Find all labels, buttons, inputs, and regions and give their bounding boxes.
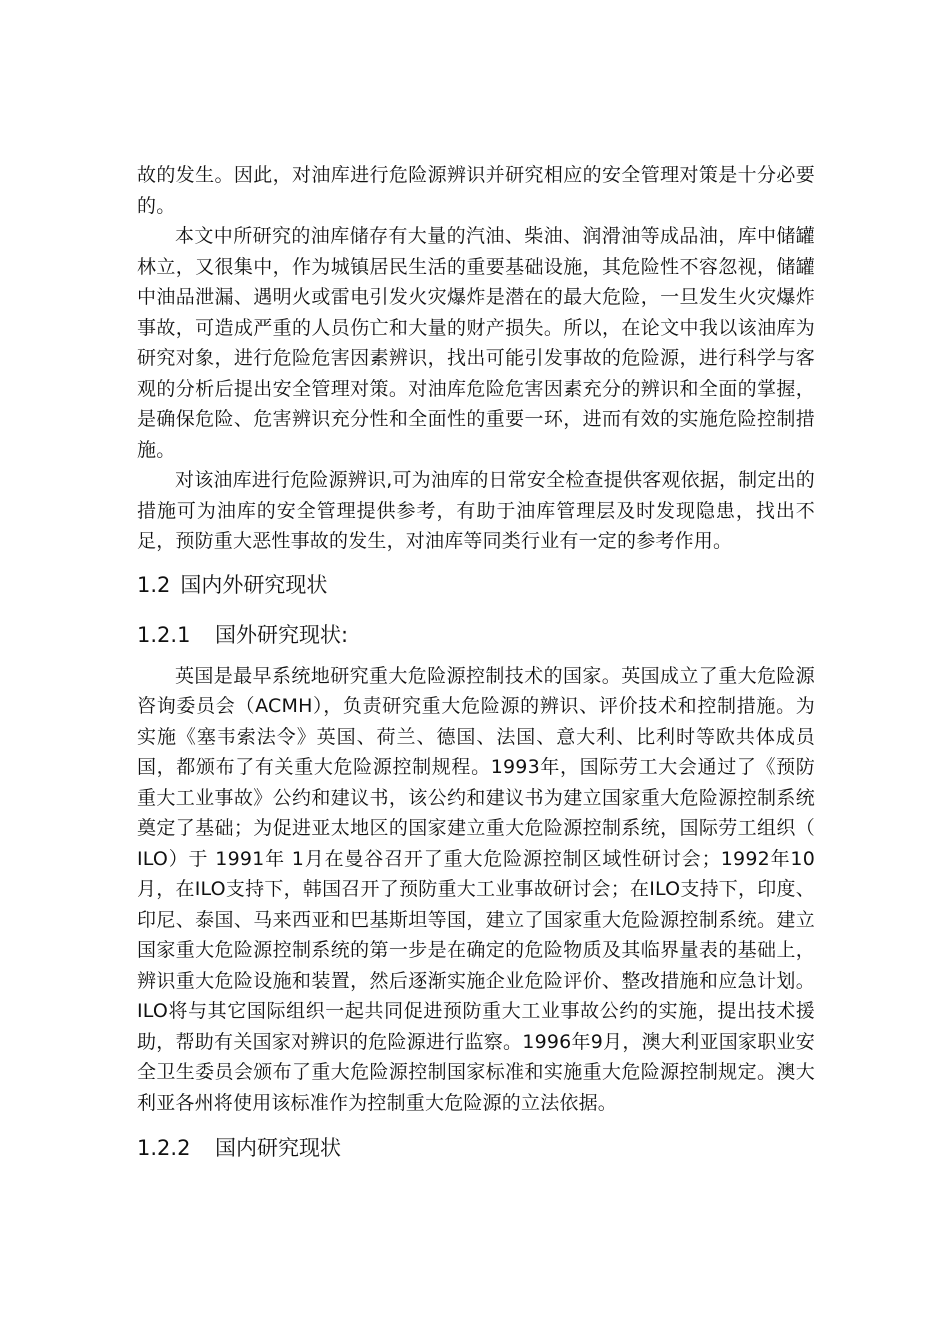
- section-number: 1.2.2: [137, 1136, 191, 1160]
- section-number: 1.2.1: [137, 622, 191, 647]
- section-title: 国内研究现状: [215, 1136, 341, 1160]
- section-title: 国内外研究现状: [180, 572, 328, 597]
- section-heading-1-2-2: [137, 1128, 815, 1168]
- paragraph-identification-purpose: 对该油库进行危险源辨识,可为油库的日常安全检查提供客观依据，制定出的措施可为油库的安全管理提供参考，有助于油库管理层及时发现隐患，找出不足，预防重大恶性事故的发生，对油库等同类行业有一定的参考作用。: [137, 469, 815, 552]
- section-title: 国外研究现状:: [215, 622, 349, 647]
- paragraph-foreign-research: 英国是最早系统地研究重大危险源控制技术的国家。英国成立了重大危险源咨询委员会（ACMH），负责研究重大危险源的辨识、评价技术和控制措施。为实施《塞韦索法令》英国、荷兰、德国、法国、意大利、比利时等欧共体成员国，都颁布了有关重大危险源控制规程。1993年，国际劳工大会通过了《预防重大工业事故》公约和建议书，该公约和建议书为建立国家重大危险源控制系统奠定了基础；为促进亚太地区的国家建立重大危险源控制系统，国际劳工组织（ ILO）于 1991年 1月在曼谷召开了重大危险源控制区域性研讨会；1992年10月，在ILO支持下，韩国召开了预防重大工业事故研讨会；在ILO支持下，印度、印尼、泰国、马来西亚和巴基斯坦等国，建立了国家重大危险源控制系统。建立国家重大危险源控制系统的第一步是在确定的危险物质及其临界量表的基础上，辨识重大危险设施和装置，然后逐渐实施企业危险评价、整改措施和应急计划。ILO将与其它国际组织一起共同促进预防重大工业事故公约的实施，提出技术援助，帮助有关国家对辨识的危险源进行监察。1996年9月，澳大利亚国家职业安全卫生委员会颁布了重大危险源控制国家标准和实施重大危险源控制规定。澳大利亚各州将使用该标准作为控制重大危险源的立法依据。: [137, 664, 815, 1114]
- paragraph-continuation: 故的发生。因此，对油库进行危险源辨识并研究相应的安全管理对策是十分必要的。: [137, 164, 815, 217]
- section-heading-1-2-1: [137, 615, 815, 655]
- section-heading-1-2: [137, 565, 815, 605]
- document-body: [137, 160, 815, 1174]
- paragraph-oil-depot-description: 本文中所研究的油库储存有大量的汽油、柴油、润滑油等成品油，库中储罐林立，又很集中，作为城镇居民生活的重要基础设施，其危险性不容忽视，储罐中油品泄漏、遇明火或雷电引发火灾爆炸是潜在的最大危险，一旦发生火灾爆炸事故，可造成严重的人员伤亡和大量的财产损失。所以，在论文中我以该油库为研究对象，进行危险危害因素辨识，找出可能引发事故的危险源，进行科学与客观的分析后提出安全管理对策。对油库危险危害因素充分的辨识和全面的掌握，是确保危险、危害辨识充分性和全面性的重要一环，进而有效的实施危险控制措施。: [137, 225, 815, 461]
- section-number: 1.2: [137, 572, 171, 597]
